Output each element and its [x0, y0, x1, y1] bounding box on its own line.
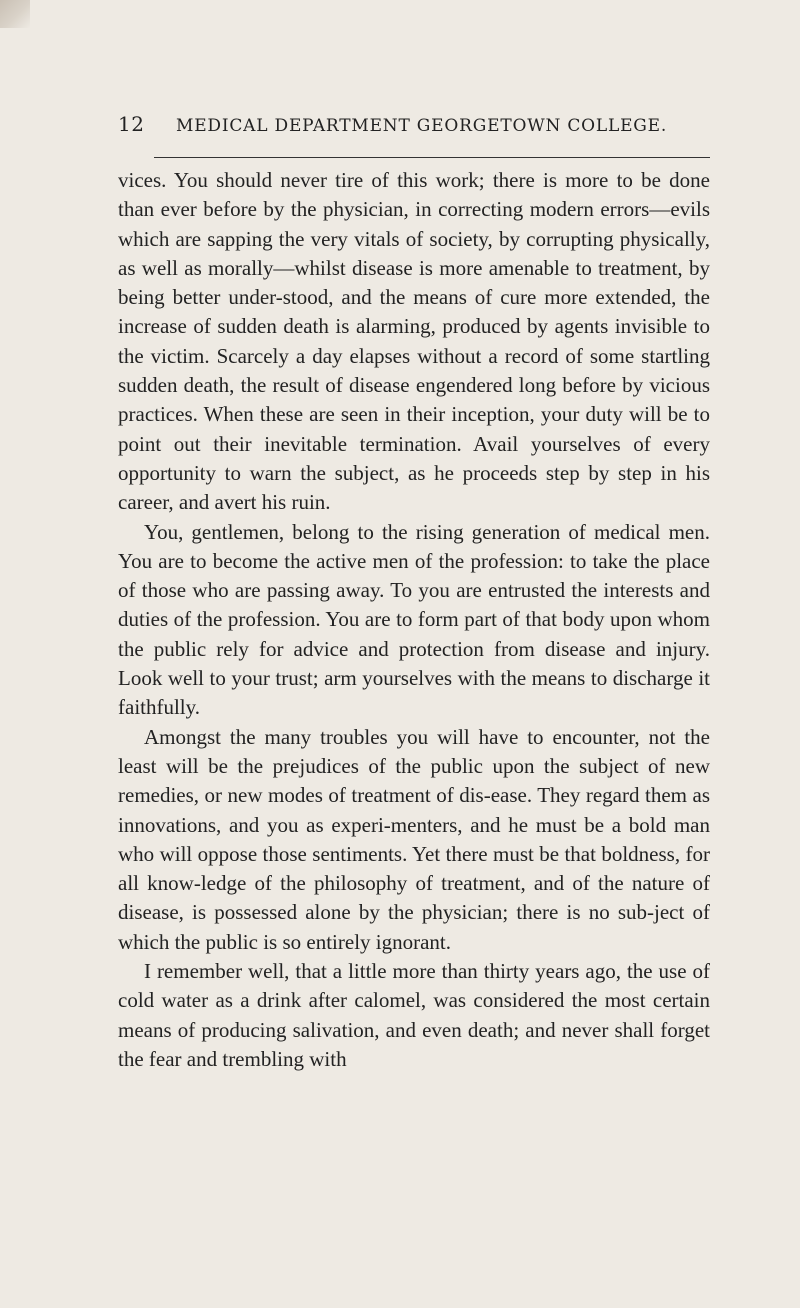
page-number: 12 [118, 112, 145, 136]
paragraph: I remember well, that a little more than thirty years ago, the use of cold water as a drink after calomel, was considered the most certain means of producing salivation, and even death; and never shall forget the fear and trembling with [118, 959, 710, 1071]
body-text [118, 166, 710, 1074]
running-head-title: MEDICAL DEPARTMENT GEORGETOWN COLLEGE. [176, 116, 668, 136]
paragraph: vices. You should never tire of this work; there is more to be done than ever before by the physician, in correcting modern errors—evils which are sapping the very vitals of society, by corrupting physically, as well as morally—whilst disease is more amenable to treatment, by being better under-stood, and the means of cure more extended, the increase of sudden death is alarming, produced by agents invisible to the victim. Scarcely a day elapses without a record of some startling sudden death, the result of disease engendered long before by vicious practices. When these are seen in their inception, your duty will be to point out their inevitable termination. Avail yourselves of every opportunity to warn the subject, as he proceeds step by step in his career, and avert his ruin. [118, 168, 710, 515]
book-page [118, 112, 710, 1071]
header-rule [154, 157, 710, 158]
paragraph: You, gentlemen, belong to the rising generation of medical men. You are to become the active men of the profession: to take the place of those who are passing away. To you are entrusted the interests and duties of the profession. You are to form part of that body upon whom the public rely for advice and protection from disease and injury. Look well to your trust; arm yourselves with the means to discharge it faithfully. [118, 519, 710, 720]
paragraph: Amongst the many troubles you will have to encounter, not the least will be the prejudices of the public upon the subject of new remedies, or new modes of treatment of dis-ease. They regard them as innovations, and you as experi-menters, and he must be a bold man who will oppose those sentiments. Yet there must be that boldness, for all know-ledge of the philosophy of treatment, and of the nature of disease, is possessed alone by the physician; there is no sub-ject of which the public is so entirely ignorant. [118, 724, 710, 954]
running-head [118, 112, 710, 142]
page-corner-mark [0, 0, 30, 28]
